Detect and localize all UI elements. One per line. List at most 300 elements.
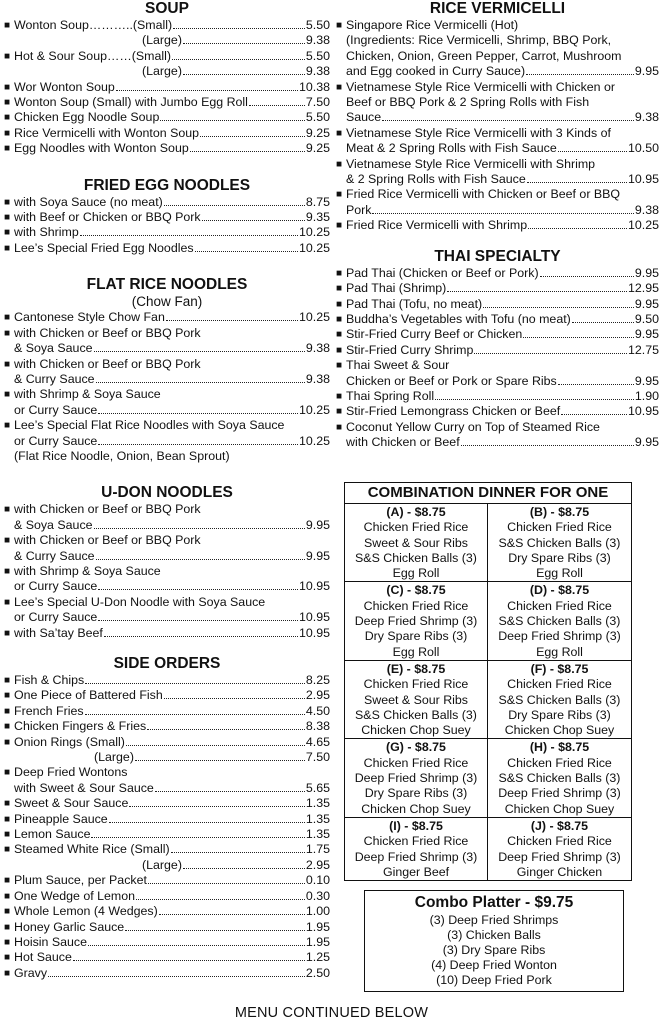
menu-item-text: Cantonese Style Chow Fan [14, 310, 165, 325]
menu-item-price: 10.95 [298, 579, 330, 594]
menu-item-body [14, 626, 330, 641]
menu-item-text: Wonton Soup (Small) with Jumbo Egg Roll [14, 95, 248, 110]
menu-item-text: Gravy [14, 965, 48, 980]
menu-item-text: Wonton Soup………..(Small) [14, 18, 173, 32]
menu-item-line [14, 449, 330, 464]
menu-item-text: Honey Garlic Sauce [14, 919, 125, 934]
flat-rice-noodles-title: FLAT RICE NOODLES [86, 276, 248, 294]
menu-item [4, 935, 330, 950]
menu-item-text: Pad Thai (Chicken or Beef or Pork) [346, 265, 539, 280]
menu-item-text: (Ingredients: Rice Vermicelli, Shrimp, BBQ Pork, [346, 33, 612, 48]
flat-rice-noodles-subtitle: (Chow Fan) [131, 294, 203, 310]
dot-leader [540, 267, 634, 277]
menu-item-text: Coconut Yellow Curry on Top of Steamed Rice [346, 419, 600, 434]
menu-item-price: 1.00 [305, 904, 330, 919]
menu-item-price: 9.38 [305, 371, 330, 386]
combo-option-heading: (F) - $8.75 [530, 661, 589, 676]
menu-item-text: with Chicken or Beef or BBQ Pork [14, 325, 201, 340]
menu-item [336, 18, 659, 80]
menu-item [4, 126, 330, 141]
menu-item-price: 1.25 [305, 950, 330, 965]
menu-item-price: 9.38 [634, 202, 659, 217]
menu-item-text: & Soya Sauce [14, 517, 93, 532]
menu-item-text: (Large) [142, 33, 182, 48]
dot-leader [147, 720, 305, 730]
menu-item-text: with Soya Sauce (no meat) [14, 194, 163, 209]
menu-item [4, 966, 330, 981]
menu-item [336, 327, 659, 342]
dot-leader [164, 689, 305, 699]
menu-item-line [346, 435, 659, 450]
menu-item [336, 389, 659, 404]
menu-item [336, 266, 659, 281]
menu-item-line [346, 18, 659, 33]
menu-item-price: 2.95 [305, 688, 330, 703]
menu-item [336, 358, 659, 389]
menu-item-line [14, 873, 330, 888]
dot-leader [85, 674, 305, 684]
bullet-icon: ■ [336, 421, 343, 433]
menu-item-price: 9.95 [305, 548, 330, 563]
bullet-icon: ■ [4, 967, 11, 979]
combo-option-line: Chicken Fried Rice [363, 520, 469, 535]
combo-option-line: S&S Chicken Balls (3) [498, 771, 621, 786]
menu-item-text: (Flat Rice Noodle, Onion, Bean Sprout) [14, 448, 230, 463]
menu-item-line [14, 796, 330, 811]
bullet-icon: ■ [4, 829, 11, 841]
bullet-icon: ■ [4, 535, 11, 547]
menu-item-line [14, 564, 330, 579]
combo-option-line: Chicken Fried Rice [507, 755, 612, 770]
menu-item [4, 418, 330, 464]
menu-item-line [346, 80, 659, 95]
bullet-icon: ■ [4, 81, 11, 93]
menu-item-line [346, 266, 659, 281]
menu-item-body [14, 673, 330, 688]
dot-leader [183, 65, 305, 75]
menu-item-text: Chicken, Onion, Green Pepper, Carrot, Mushroom [346, 48, 622, 63]
menu-item-text: One Piece of Battered Fish [14, 688, 163, 703]
menu-item [4, 673, 330, 688]
menu-item-line [346, 33, 659, 48]
menu-item-line [14, 688, 330, 703]
menu-item-price: 0.30 [305, 888, 330, 903]
dot-leader [558, 375, 634, 385]
menu-item-text: Beef or BBQ Pork & 2 Spring Rolls with Fish [346, 95, 590, 110]
bullet-icon: ■ [336, 313, 343, 325]
bullet-icon: ■ [4, 906, 11, 918]
menu-item-line [14, 95, 330, 110]
combo-option-line: Deep Fried Shrimp (3) [498, 849, 621, 864]
combo-option-line: Chicken Fried Rice [363, 677, 469, 692]
menu-item-price: 12.95 [627, 281, 659, 296]
dot-leader [98, 404, 298, 414]
menu-item-line [14, 595, 330, 610]
menu-item-price: 1.95 [305, 934, 330, 949]
menu-item-line [346, 374, 659, 389]
menu-item-line [14, 195, 330, 210]
menu-item [4, 626, 330, 641]
menu-item-text: Lee’s Special Flat Rice Noodles with Soya Sauce [14, 418, 285, 433]
thai-specialty-title: THAI SPECIALTY [434, 247, 561, 265]
dot-leader [166, 311, 298, 321]
bullet-icon: ■ [4, 627, 11, 639]
menu-item-line [346, 327, 659, 342]
bullet-icon: ■ [4, 112, 11, 124]
menu-item-text: Thai Spring Roll [346, 388, 435, 403]
menu-item-line [14, 64, 330, 79]
menu-item-line [14, 141, 330, 156]
menu-item-line [346, 187, 659, 202]
menu-item-body [14, 326, 330, 357]
bullet-icon: ■ [4, 875, 11, 887]
combo-platter-item: (3) Deep Fried Shrimps [429, 913, 559, 927]
menu-item-text: Vietnamese Style Rice Vermicelli with 3 Kinds of [346, 125, 611, 140]
menu-item [4, 765, 330, 796]
dot-leader [98, 611, 298, 621]
menu-item-body [14, 735, 330, 766]
menu-item-text: Stir-Fried Curry Beef or Chicken [346, 327, 523, 342]
combination-dinner-grid [345, 504, 631, 880]
menu-item-line [346, 95, 659, 110]
menu-item-body [346, 187, 659, 218]
menu-item [4, 195, 330, 210]
menu-item [4, 842, 330, 873]
menu-item-body [346, 420, 659, 451]
combo-option-line: Egg Roll [392, 566, 440, 581]
bullet-icon: ■ [4, 97, 11, 109]
combo-option-line: Deep Fried Shrimp (3) [354, 771, 478, 786]
menu-item [4, 595, 330, 626]
dot-leader [527, 173, 627, 183]
menu-item-body [14, 873, 330, 888]
menu-item-text: Hot & Sour Soup……(Small) [14, 48, 172, 63]
menu-item-price: 9.95 [305, 517, 330, 532]
menu-item [4, 95, 330, 110]
menu-item [336, 297, 659, 312]
bullet-icon: ■ [4, 921, 11, 933]
flat-rice-noodles-list [4, 310, 330, 464]
menu-item-text: Fried Rice Vermicelli with Shrimp [346, 218, 528, 233]
combo-option [345, 739, 488, 817]
menu-item-text: Vietnamese Style Rice Vermicelli with Shrimp [346, 156, 596, 171]
menu-item-body [346, 281, 659, 296]
menu-item [4, 18, 330, 49]
combo-option-line: Deep Fried Shrimp (3) [498, 629, 621, 644]
menu-item-line [14, 735, 330, 750]
bullet-icon: ■ [4, 50, 11, 62]
dot-leader [98, 435, 298, 445]
menu-item [4, 80, 330, 95]
menu-item-body [14, 387, 330, 418]
menu-item-line [14, 49, 330, 64]
combo-option-line: Chicken Fried Rice [507, 520, 612, 535]
dot-leader [88, 936, 305, 946]
menu-item-text: Lemon Sauce [14, 827, 91, 842]
bullet-icon: ■ [4, 242, 11, 254]
dot-leader [171, 843, 305, 853]
combo-option-line: Egg Roll [536, 566, 583, 581]
menu-item-price: 0.10 [305, 873, 330, 888]
bullet-icon: ■ [4, 936, 11, 948]
bullet-icon: ■ [4, 565, 11, 577]
menu-item-text: Plum Sauce, per Packet [14, 873, 147, 888]
menu-item [4, 904, 330, 919]
menu-item-price: 9.38 [634, 110, 659, 125]
combo-option-line: Chicken Chop Suey [361, 801, 471, 816]
dot-leader [135, 751, 305, 761]
dot-leader [173, 19, 305, 29]
menu-item [4, 920, 330, 935]
menu-item-body [346, 18, 659, 80]
menu-item-price: 4.65 [305, 734, 330, 749]
dot-leader [474, 344, 627, 354]
combo-option [488, 504, 631, 582]
menu-item-text: & 2 Spring Rolls with Fish Sauce [346, 172, 526, 187]
menu-item-price: 2.50 [305, 965, 330, 980]
bullet-icon: ■ [336, 298, 343, 310]
bullet-icon: ■ [4, 736, 11, 748]
combo-platter-item: (3) Chicken Balls [447, 928, 541, 942]
menu-item [4, 225, 330, 240]
combo-option-heading: (H) - $8.75 [529, 740, 590, 755]
bullet-icon: ■ [4, 798, 11, 810]
combo-platter-item: (10) Deep Fried Pork [436, 973, 552, 987]
menu-item-price: 9.25 [305, 141, 330, 156]
menu-item-body [14, 595, 330, 626]
menu-item-price: 10.38 [298, 79, 330, 94]
dot-leader [160, 111, 305, 121]
menu-item-text: Stir-Fried Lemongrass Chicken or Beef [346, 404, 561, 419]
bullet-icon: ■ [4, 504, 11, 516]
menu-item-price: 1.35 [305, 796, 330, 811]
menu-item-line [346, 420, 659, 435]
combo-option-line: Ginger Beef [382, 864, 450, 879]
dot-leader [372, 204, 633, 214]
menu-item-text: Hoisin Sauce [14, 934, 88, 949]
combo-option-heading: (J) - $8.75 [530, 818, 589, 833]
combo-option-line: Deep Fried Shrimp (3) [498, 786, 621, 801]
combo-option-line: S&S Chicken Balls (3) [355, 707, 477, 722]
menu-item-text: Stir-Fried Curry Shrimp [346, 342, 474, 357]
dot-leader [461, 436, 634, 446]
menu-item [4, 110, 330, 125]
menu-item [336, 404, 659, 419]
menu-item-text: Chicken Fingers & Fries [14, 719, 147, 734]
udon-noodles-title: U-DON NOODLES [101, 484, 233, 502]
menu-item-line [14, 781, 330, 796]
menu-item [336, 281, 659, 296]
combo-option-line: Chicken Chop Suey [504, 801, 615, 816]
menu-item-price: 9.38 [305, 341, 330, 356]
menu-item-body [14, 95, 330, 110]
bullet-icon: ■ [336, 127, 343, 139]
menu-item-price: 10.25 [298, 402, 330, 417]
combo-option-line: Chicken Fried Rice [507, 677, 612, 692]
menu-item-line [14, 33, 330, 48]
menu-item-line [346, 218, 659, 233]
dot-leader [195, 242, 298, 252]
bullet-icon: ■ [4, 721, 11, 733]
bullet-icon: ■ [4, 327, 11, 339]
combo-option-line: Dry Spare Ribs (3) [508, 550, 611, 565]
menu-item [4, 533, 330, 564]
menu-item-price: 5.50 [305, 110, 330, 125]
menu-item-line [14, 827, 330, 842]
menu-item-body [346, 358, 659, 389]
combo-option-line: Deep Fried Shrimp (3) [354, 849, 478, 864]
combo-option-line: Ginger Chicken [516, 864, 603, 879]
menu-item-line [14, 950, 330, 965]
menu-item-text: & Curry Sauce [14, 371, 95, 386]
menu-item-price: 5.50 [305, 48, 330, 63]
menu-item-body [346, 297, 659, 312]
menu-item [4, 210, 330, 225]
menu-item-text: Lee’s Special Fried Egg Noodles [14, 240, 194, 255]
menu-item-body [14, 966, 330, 981]
menu-item [4, 564, 330, 595]
menu-item-line [346, 64, 659, 79]
menu-item-line [14, 673, 330, 688]
menu-item-body [346, 126, 659, 157]
menu-item-line [14, 533, 330, 548]
combo-option-heading: (B) - $8.75 [529, 505, 590, 519]
dot-leader [528, 219, 627, 229]
menu-item-text: Sweet & Sour Sauce [14, 796, 129, 811]
menu-item-text: Pineapple Sauce [14, 811, 108, 826]
dot-leader [200, 127, 305, 137]
menu-item-price: 9.50 [634, 311, 659, 326]
menu-item-price: 1.35 [305, 827, 330, 842]
menu-item-body [14, 502, 330, 533]
menu-item-line [14, 626, 330, 641]
dot-leader [148, 874, 305, 884]
combo-option-line: Chicken Fried Rice [363, 755, 469, 770]
menu-item-line [346, 203, 659, 218]
dot-leader [190, 142, 305, 152]
menu-item-body [14, 49, 330, 80]
menu-item-text: Pad Thai (Shrimp) [346, 281, 447, 296]
dot-leader [94, 519, 305, 529]
menu-item-price: 1.90 [634, 388, 659, 403]
menu-item-price: 1.35 [305, 811, 330, 826]
menu-item-line [14, 80, 330, 95]
menu-item-text: or Curry Sauce [14, 402, 98, 417]
menu-item-text: with Chicken or Beef [346, 435, 460, 450]
combo-option-line: Chicken Fried Rice [363, 834, 469, 849]
thai-specialty-list [336, 266, 659, 451]
menu-item-price: 9.25 [305, 125, 330, 140]
dot-leader [96, 373, 305, 383]
menu-item-body [14, 564, 330, 595]
menu-item-text: Chicken or Beef or Pork or Spare Ribs [346, 373, 557, 388]
menu-item-text: Whole Lemon (4 Wedges) [14, 904, 158, 919]
menu-item-text: Vietnamese Style Rice Vermicelli with Chicken or [346, 79, 616, 94]
menu-item-body [346, 327, 659, 342]
menu-item-body [14, 18, 330, 49]
menu-item-body [346, 343, 659, 358]
menu-item-text: (Large) [142, 64, 182, 79]
menu-item-price: 10.95 [298, 625, 330, 640]
bullet-icon: ■ [336, 189, 343, 201]
menu-item-price: 2.95 [305, 857, 330, 872]
menu-item [336, 187, 659, 218]
bullet-icon: ■ [4, 675, 11, 686]
menu-item-text: Hot Sauce [14, 950, 72, 965]
menu-item-line [14, 357, 330, 372]
menu-item-price: 8.38 [305, 719, 330, 734]
menu-item-text: and Egg cooked in Curry Sauce) [346, 64, 526, 79]
menu-item [4, 49, 330, 80]
menu-item-line [14, 920, 330, 935]
menu-item-text: Steamed White Rice (Small) [14, 842, 170, 857]
menu-item-line [346, 358, 659, 373]
combo-option-line: Chicken Fried Rice [507, 598, 612, 613]
menu-item-line [14, 579, 330, 594]
menu-item-body [346, 404, 659, 419]
dot-leader [159, 905, 305, 915]
combo-option [488, 582, 631, 660]
menu-item-price: 9.95 [634, 265, 659, 280]
dot-leader [523, 328, 634, 338]
menu-item [4, 141, 330, 156]
menu-item-line [346, 157, 659, 172]
menu-item [4, 704, 330, 719]
menu-item [336, 420, 659, 451]
dot-leader [382, 111, 634, 121]
menu-item-body [14, 141, 330, 156]
menu-item-price: 8.25 [305, 673, 330, 687]
menu-item-price: 9.35 [305, 210, 330, 225]
dot-leader [126, 736, 305, 746]
menu-item-line [346, 281, 659, 296]
menu-item-line [14, 434, 330, 449]
menu-item-body [14, 842, 330, 873]
menu-item-line [14, 110, 330, 125]
combo-option [345, 582, 488, 660]
menu-item-price: 9.95 [634, 64, 659, 79]
menu-item-line [14, 858, 330, 873]
menu-item-body [14, 935, 330, 950]
menu-item [4, 357, 330, 388]
bullet-icon: ■ [4, 767, 11, 779]
menu-item-line [14, 610, 330, 625]
combo-option [345, 661, 488, 739]
combination-dinner-box [344, 482, 632, 881]
bullet-icon: ■ [336, 329, 343, 341]
bullet-icon: ■ [4, 690, 11, 702]
bullet-icon: ■ [336, 220, 343, 232]
menu-item-price: 10.95 [627, 172, 659, 187]
combo-option-line: S&S Chicken Balls (3) [498, 614, 621, 629]
menu-item-line [346, 141, 659, 156]
menu-item [336, 343, 659, 358]
menu-item-line [346, 312, 659, 327]
menu-item-price: 9.38 [305, 33, 330, 48]
dot-leader [483, 298, 634, 308]
menu-item-text: & Soya Sauce [14, 341, 93, 356]
menu-item-body [346, 389, 659, 404]
menu-item-text: or Curry Sauce [14, 433, 98, 448]
dot-leader [249, 96, 305, 106]
menu-item-price: 9.95 [634, 296, 659, 311]
menu-item-text: with Chicken or Beef or BBQ Pork [14, 533, 201, 548]
menu-item-price: 10.50 [627, 141, 659, 156]
menu-item-price: 10.25 [298, 310, 330, 325]
menu-item-text: with Beef or Chicken or BBQ Pork [14, 210, 201, 225]
bullet-icon: ■ [4, 952, 11, 964]
combo-option-line: Egg Roll [536, 644, 583, 659]
